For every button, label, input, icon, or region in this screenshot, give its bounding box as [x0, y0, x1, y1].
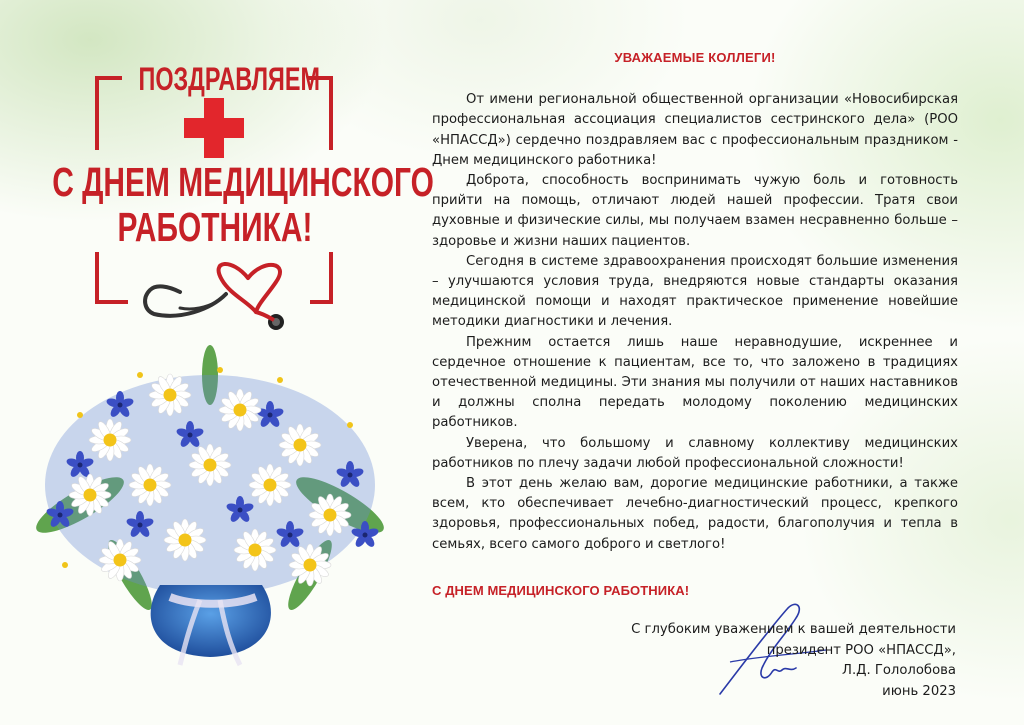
letter-paragraph: Прежним остается лишь наше неравнодушие, искреннее и сердечное отношение к пациентам, все то, что заложено в традициях отечественной медицины. Эти знания мы получили от наших наставников и должны сполна передать молодому поколению медицинских работников. — [432, 334, 958, 431]
signature-line-date: июнь 2023 — [882, 683, 956, 699]
greeting-top-word: ПОЗДРАВЛЯЕМ — [138, 60, 320, 98]
letter-paragraph: Уверена, что большому и славному коллективу медицинских работников по плечу задачи любой профессиональной сложности! — [432, 435, 958, 471]
signature-block — [560, 620, 956, 702]
letter-paragraph: От имени региональной общественной организации «Новосибирская профессиональная ассоциация специалистов сестринского дела» (РОО «НПАССД») сердечно поздравляем вас с профессиональным праздником - Днем медицинского работника! — [432, 92, 958, 168]
flower-bouquet-image — [20, 335, 400, 715]
letter-paragraph: Сегодня в системе здравоохранения происходят большие изменения – улучшаются условия труда, внедряются новые стандарты оказания медицинской помощи и находят практическое применение новейшие методики диагностики и лечения. — [432, 253, 958, 330]
letter-paragraph: Доброта, способность воспринимать чужую боль и готовность прийти на помощь, отличают людей нашей профессии. Тратя свои духовные и физические силы, мы получаем взамен несравненно больше – здоровье и жизни наших пациентов. — [432, 173, 958, 249]
greeting-title-line-1: С ДНЕМ МЕДИЦИНСКОГО — [52, 160, 434, 206]
letter-closing: С ДНЕМ МЕДИЦИНСКОГО РАБОТНИКА! — [432, 582, 690, 598]
signature-line-name: Л.Д. Гололобова — [842, 663, 956, 678]
signature-line-position: президент РОО «НПАССД», — [766, 642, 956, 658]
greeting-emblem — [0, 0, 434, 340]
greeting-title-line-2: РАБОТНИКА! — [117, 205, 313, 251]
letter-body — [432, 48, 958, 601]
letter-salutation: УВАЖАЕМЫЕ КОЛЛЕГИ! — [614, 50, 776, 65]
letter-paragraph: В этот день желаю вам, дорогие медицинские работники, а также всем, кто обеспечивает лечебно-диагностический процесс, крепкого здоровья, профессиональных побед, радости, благополучия и тепла в семьях, всего самого доброго и светлого! — [432, 476, 958, 552]
stethoscope-icon — [140, 250, 310, 330]
signature-line-respect: С глубоким уважением к вашей деятельности — [631, 622, 956, 637]
medical-cross-icon — [182, 96, 246, 160]
